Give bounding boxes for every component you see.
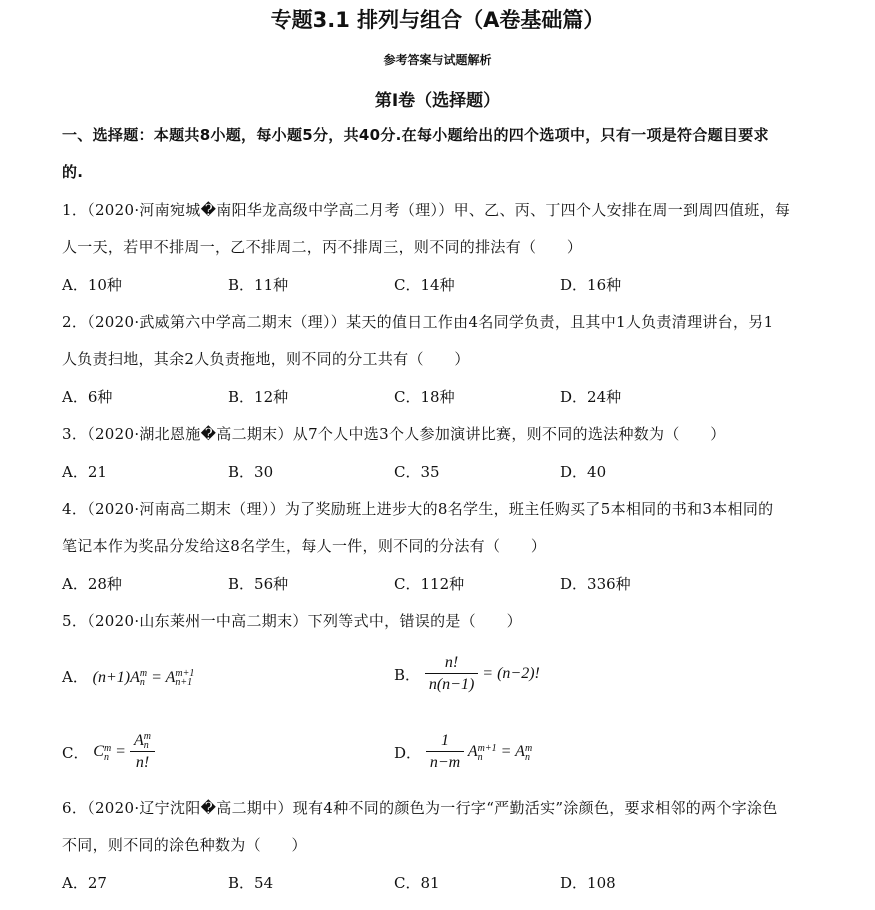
q2-option-d: D．24种 [560, 388, 622, 406]
q5-option-b-formula: $\frac{n!}{n(n-1)}$ = (n−2)! [425, 665, 540, 682]
q4-line-2: 笔记本作为奖品分发给这8名学生，每人一件，则不同的分法有（ ） [62, 537, 547, 555]
q4-option-d: D．336种 [560, 575, 631, 593]
q6-option-a: A．27 [62, 874, 107, 892]
q5-option-a-formula: (n+1)A m n = A m+1 n+1 [92, 668, 195, 689]
doc-subtitle: 参考答案与试题解析 [383, 53, 492, 67]
q5-option-c-letter: C． [62, 743, 89, 762]
q5-option-c-formula: C m n = A m n n! [93, 743, 155, 760]
q3-line-1: 3．（2020·湖北恩施�高二期末）从7个人中选3个人参加演讲比赛，则不同的选法种数为（ ） [62, 425, 726, 443]
q2-option-b: B．12种 [228, 388, 289, 406]
q1-line-1: 1．（2020·河南宛城�南阳华龙高级中学高二月考（理））甲、乙、丙、丁四个人安排在周一到周四值班，每 [62, 201, 791, 219]
q5-option-d [394, 731, 532, 774]
q6-line-1: 6．（2020·辽宁沈阳�高二期中）现有4种不同的颜色为一行字“严勤活实”涂颜色，要求相邻的两个字涂色 [62, 799, 778, 817]
q1-option-c: C．14种 [394, 276, 455, 294]
q3-option-c: C．35 [394, 463, 440, 481]
q1-option-d: D．16种 [560, 276, 622, 294]
q3-option-b: B．30 [228, 463, 274, 481]
q2-option-a: A．6种 [62, 388, 113, 406]
q2-line-2: 人负责扫地，其余2人负责拖地，则不同的分工共有（ ） [62, 350, 470, 368]
q4-option-c: C．112种 [394, 575, 465, 593]
q4-option-a: A．28种 [62, 575, 122, 593]
doc-title: 专题3.1 排列与组合（A卷基础篇） [270, 8, 605, 32]
q5-option-a-letter: A． [62, 668, 88, 686]
q5-option-d-letter: D． [394, 743, 422, 762]
q6-option-b: B．54 [228, 874, 274, 892]
q4-line-1: 4．（2020·河南高二期末（理））为了奖励班上进步大的8名学生，班主任购买了5本相同的书和3本相同的 [62, 500, 774, 518]
q2-option-c: C．18种 [394, 388, 455, 406]
q1-option-b: B．11种 [228, 276, 289, 294]
instructions-line-1: 一、选择题：本题共8小题，每小题5分，共40分.在每小题给出的四个选项中，只有一项是符合题目要求 [62, 126, 769, 144]
q3-option-d: D．40 [560, 463, 607, 481]
q5-option-a [62, 666, 194, 687]
q1-line-2: 人一天，若甲不排周一，乙不排周二，丙不排周三，则不同的排法有（ ） [62, 238, 583, 256]
q2-line-1: 2．（2020·武威第六中学高二期末（理））某天的值日工作由4名同学负责，且其中1人负责清理讲台，另1 [62, 313, 774, 331]
q5-line-1: 5．（2020·山东莱州一中高二期末）下列等式中，错误的是（ ） [62, 612, 522, 630]
q5-option-b-letter: B． [394, 665, 421, 684]
q5-option-b [394, 653, 540, 696]
q6-option-d: D．108 [560, 874, 616, 892]
q6-option-c: C．81 [394, 874, 440, 892]
q3-option-a: A．21 [62, 463, 107, 481]
q1-option-a: A．10种 [62, 276, 122, 294]
q4-option-b: B．56种 [228, 575, 289, 593]
q5-option-c [62, 731, 155, 774]
q5-option-d-formula: $\frac{1}{n-m}$ A m+1 n = A m n [426, 743, 532, 760]
instructions-line-2: 的. [62, 163, 84, 181]
section-heading: 第Ⅰ卷（选择题） [374, 91, 501, 111]
q6-line-2: 不同，则不同的涂色种数为（ ） [62, 836, 307, 854]
